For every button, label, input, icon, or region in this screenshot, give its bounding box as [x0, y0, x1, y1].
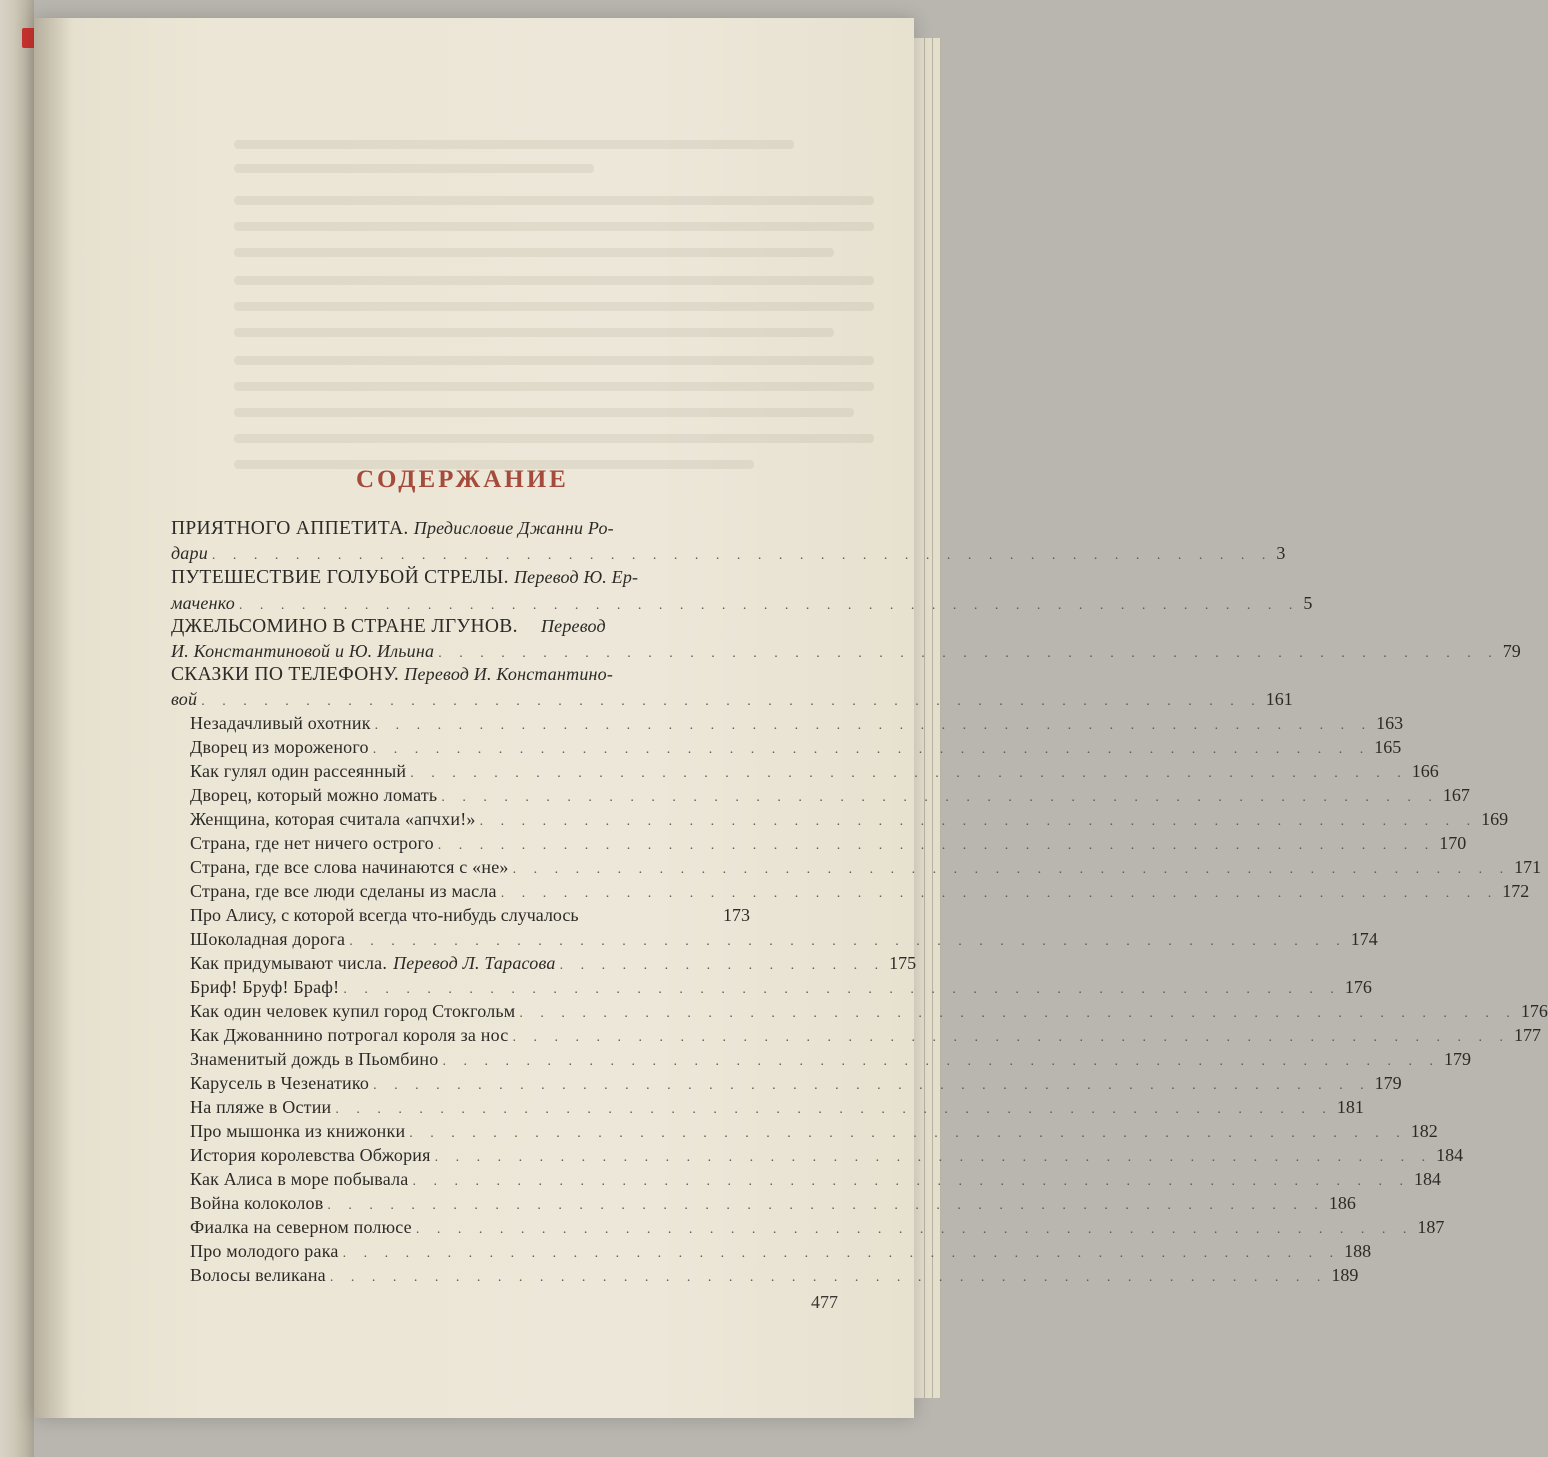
- section-note: Перевод Ю. Ер-: [513, 567, 639, 587]
- toc-entry[interactable]: [190, 977, 1372, 997]
- toc-entry[interactable]: [190, 1265, 1359, 1285]
- toc-entry[interactable]: [190, 809, 1509, 829]
- section-title: СКАЗКИ ПО ТЕЛЕФОНУ.: [171, 664, 400, 685]
- show-through-text: [34, 18, 914, 498]
- entry-title: Дворец из мороженого: [190, 737, 369, 757]
- leader-dots: . . . . . . . . . . . . . . . . . . . . . . . . . . . . . . . . . . . . . . . . . . . . . . . .: [349, 934, 1347, 949]
- toc-entry[interactable]: [190, 1049, 1471, 1069]
- section-title: ПРИЯТНОГО АППЕТИТА.: [171, 518, 409, 539]
- toc-section-continuation[interactable]: [171, 689, 1293, 709]
- leader-dots: . . . . . . . . . . . . . . . . . . . . . . . . . . . . . . . . . . . . . . . . . . . . . . . .: [512, 1030, 1510, 1045]
- entry-title: Как один человек купил город Стокгольм: [190, 1001, 516, 1021]
- leader-dots: . . . . . . . . . . . . . . . . . . . . . . . . . . . . . . . . . . . . . . . . . . . . . . . .: [519, 1006, 1517, 1021]
- page-number: 5: [1303, 593, 1313, 613]
- page-number: 173: [723, 905, 750, 925]
- leader-dots: . . . . . . . . . . . . . . . . . . . . . . . . . . . . . . . . . . . . . . . . . . . . . . . .: [343, 982, 1341, 997]
- section-note: Предисловие Джанни Ро-: [413, 518, 614, 538]
- entry-title: Про молодого рака: [190, 1241, 339, 1261]
- toc-entry[interactable]: [190, 929, 1378, 949]
- leader-dots: . . . . . . . . . . . . . . . . . . . . . . . . . . . . . . . . . . . . . . . . . . . . . . . .: [410, 766, 1408, 781]
- page-number: 169: [1481, 809, 1509, 829]
- leader-dots: . . . . . . . . . . . . . . . . . . . . . . . . . . . . . . . . . . . . . . . . . . . . . . . .: [372, 742, 1371, 757]
- toc-section[interactable]: [171, 519, 614, 539]
- section-note-continuation: дари: [171, 543, 208, 563]
- leader-dots: . . . . . . . . . . . . . . . . . . . . . . . . . . . . . . . . . . . . . . . . . . . . . . . .: [374, 718, 1373, 733]
- entry-title: Страна, где нет ничего острого: [190, 833, 434, 853]
- leader-dots: . . . . . . . . . . . . . . . . . . . . . . . . . . . . . . . . . . . . . . . . . . . . . . . .: [437, 838, 1436, 853]
- gutter-shadow: [34, 18, 74, 1418]
- entry-title: Как Алиса в море побывала: [190, 1169, 409, 1189]
- entry-title: Знаменитый дождь в Пьомбино: [190, 1049, 439, 1069]
- leader-dots: . . . . . . . . . . . . . . . . . . . . . . . . . . . . . . . . . . . . . . . . . . . . . . . .: [415, 1222, 1414, 1237]
- toc-section-continuation[interactable]: [171, 593, 1313, 613]
- leader-dots: . . . . . . . . . . . . . . . . . . . . . . . . . . . . . . . . . . . . . . . . . . . . . . . .: [441, 790, 1439, 805]
- leader-dots: . . . . . . . . . . . . . . . . . . . . . . . . . . . . . . . . . . . . . . . . . . . . . . . .: [373, 1078, 1371, 1093]
- page-number: 182: [1410, 1121, 1438, 1141]
- book-binding: [0, 0, 34, 1457]
- page-number: 186: [1328, 1193, 1356, 1213]
- toc-entry[interactable]: [190, 881, 1530, 901]
- entry-title: Женщина, которая считала «апчхи!»: [190, 809, 476, 829]
- entry-title: Волосы великана: [190, 1265, 326, 1285]
- entry-title: Про мышонка из книжонки: [190, 1121, 406, 1141]
- toc-entry[interactable]: [190, 1169, 1441, 1189]
- toc-entry[interactable]: [190, 1217, 1445, 1237]
- entry-title: Незадачливый охотник: [190, 713, 371, 733]
- leader-dots: . . . . . . . . . . . . . . . . . . . . . . . . . . . . . . . . . . . . . . . . . . . . . . . .: [479, 814, 1478, 829]
- toc-entry[interactable]: [190, 785, 1470, 805]
- leader-dots: . . . . . . . . . . . . . . . . . . . . . . . . . . . . . . . . . . . . . . . . . . . . . . . . . . .: [201, 694, 1262, 709]
- leader-dots: . . . . . . . . . . . . . . . . . . . . . . . . . . . . . . . . . . . . . . . . . . . . . . . .: [327, 1198, 1325, 1213]
- leader-dots: . . . . . . . . . . . . . . . . . . . . . . . . . . . . . . . . . . . . . . . . . . . . . . . .: [329, 1270, 1328, 1285]
- page-number: 165: [1374, 737, 1402, 757]
- toc-entry[interactable]: [190, 833, 1467, 853]
- entry-title: Карусель в Чезенатико: [190, 1073, 370, 1093]
- entry-title: Как гулял один рассеянный: [190, 761, 407, 781]
- leader-dots: . . . . . . . . . . . . . . . . . . . . . . . . . . . . . . . . . . . . . . . . . . . . . . . .: [500, 886, 1499, 901]
- section-note-continuation: маченко: [171, 593, 235, 613]
- entry-title: Война колоколов: [190, 1193, 324, 1213]
- page-number: 177: [1513, 1025, 1541, 1045]
- toc-heading: СОДЕРЖАНИЕ: [356, 466, 569, 493]
- page-number: 79: [1502, 641, 1521, 661]
- toc-entry[interactable]: [190, 1193, 1356, 1213]
- toc-section[interactable]: [171, 617, 606, 637]
- page-number: 3: [1276, 543, 1286, 563]
- leader-dots: . . . . . . . . . . . . . . . . . . . . . . . . . . . . . . . . . . . . . . . . . . . . . . . .: [335, 1102, 1333, 1117]
- page-number: 176: [1344, 977, 1372, 997]
- leader-dots: . . . . . . . . . . . . . . . . . . . . . . . . . . . . . . . . . . . . . . . . . . . . . . . .: [434, 1150, 1433, 1165]
- toc-entry[interactable]: [190, 1073, 1402, 1093]
- page-number: 170: [1439, 833, 1467, 853]
- section-note: Перевод И. Константино-: [404, 664, 614, 684]
- entry-note: Перевод Л. Тарасова: [393, 953, 556, 973]
- page-number: 184: [1436, 1145, 1464, 1165]
- page-number: 176: [1520, 1001, 1548, 1021]
- toc-entry[interactable]: [190, 1025, 1541, 1045]
- entry-title: Дворец, который можно ломать: [190, 785, 438, 805]
- page-number: 167: [1442, 785, 1470, 805]
- page-number: 188: [1344, 1241, 1372, 1261]
- section-title: ДЖЕЛЬСОМИНО В СТРАНЕ ЛГУНОВ.: [171, 616, 518, 637]
- page-number: 166: [1411, 761, 1439, 781]
- entry-title: Шоколадная дорога: [190, 929, 346, 949]
- toc-entry[interactable]: [190, 1097, 1364, 1117]
- toc-entry[interactable]: [190, 1001, 1548, 1021]
- toc-entry[interactable]: [190, 737, 1402, 757]
- entry-title: Как придумывают числа.: [190, 953, 388, 973]
- entry-title: Про Алису, с которой всегда что-нибудь случалось: [190, 905, 579, 925]
- entry-title: Бриф! Бруф! Браф!: [190, 977, 340, 997]
- toc-section[interactable]: [171, 665, 613, 685]
- page-number: 189: [1331, 1265, 1359, 1285]
- toc-entry[interactable]: [190, 761, 1439, 781]
- page-folio: 477: [811, 1292, 838, 1312]
- page-number: 187: [1417, 1217, 1445, 1237]
- section-note-continuation: вой: [171, 689, 198, 709]
- page-number: 163: [1376, 713, 1404, 733]
- toc-entry[interactable]: [190, 953, 917, 973]
- page-number: 175: [889, 953, 917, 973]
- entry-title: Как Джованнино потрогал короля за нос: [190, 1025, 509, 1045]
- toc-section-continuation[interactable]: [171, 543, 1286, 563]
- leader-dots: . . . . . . . . . . . . . . . . . . . . . . . . . . . . . . . . . . . . . . . . . . . . . . . .: [342, 1246, 1341, 1261]
- page-number: 181: [1336, 1097, 1364, 1117]
- toc-section-continuation[interactable]: [171, 641, 1521, 661]
- page-number: 161: [1265, 689, 1293, 709]
- page-number: 184: [1413, 1169, 1441, 1189]
- page-number: 179: [1443, 1049, 1471, 1069]
- leader-dots: . . . . . . . . . . . . . . . . . . . . . . . . . . . . . . . . . . . . . . . . . . . . . . . .: [409, 1126, 1407, 1141]
- entry-title: Страна, где все люди сделаны из масла: [190, 881, 497, 901]
- page-number: 172: [1502, 881, 1530, 901]
- entry-title: На пляже в Остии: [190, 1097, 332, 1117]
- toc-entry[interactable]: [190, 713, 1404, 733]
- section-note: Перевод: [540, 616, 606, 636]
- section-note-continuation: И. Константиновой и Ю. Ильина: [171, 641, 435, 661]
- page-number: 171: [1514, 857, 1542, 877]
- section-title: ПУТЕШЕСТВИЕ ГОЛУБОЙ СТРЕЛЫ.: [171, 567, 509, 588]
- entry-title: Фиалка на северном полюсе: [190, 1217, 412, 1237]
- toc-section[interactable]: [171, 568, 638, 588]
- toc-entry[interactable]: [190, 906, 750, 924]
- leader-dots: . . . . . . . . . . . . . . . . . . . . . . . . . . . . . . . . . . . . . . . . . . . . . . . .: [512, 862, 1511, 877]
- toc-entry[interactable]: [190, 857, 1542, 877]
- leader-dots: . . . . . . . . . . . . . . . . . . . . . . . . . . . . . . . . . . . . . . . . . . . . . . . .: [442, 1054, 1440, 1069]
- leader-dots: . . . . . . . . . . . . . . . . . . . . . . . . . . . . . . . . . . . . . . . . . . . . . . . . . . .: [238, 598, 1300, 613]
- leader-dots: . . . . . . . . . . . . . . . . . . . . . . . . . . . . . . . . . . . . . . . . . . . . . . . .: [412, 1174, 1410, 1189]
- leader-dots: . . . . . . . . . . . . . . . . . . . . . . . . . . . . . . . . . . . . . . . . . . . . . . . . . . .: [438, 646, 1499, 661]
- entry-title: Страна, где все слова начинаются с «не»: [190, 857, 509, 877]
- page-number: 174: [1350, 929, 1378, 949]
- toc-entry[interactable]: [190, 1241, 1372, 1261]
- page-number: 179: [1374, 1073, 1402, 1093]
- entry-title: История королевства Обжория: [190, 1145, 431, 1165]
- toc-entry[interactable]: [190, 1121, 1438, 1141]
- leader-dots: . . . . . . . . . . . . . . . . . . . . . . . . . . . . . . . . . . . . . . . . . . . . . . . . . . .: [211, 548, 1273, 563]
- leader-dots: . . . . . . . . . . . . . . . .: [559, 958, 886, 973]
- toc-entry[interactable]: [190, 1145, 1464, 1165]
